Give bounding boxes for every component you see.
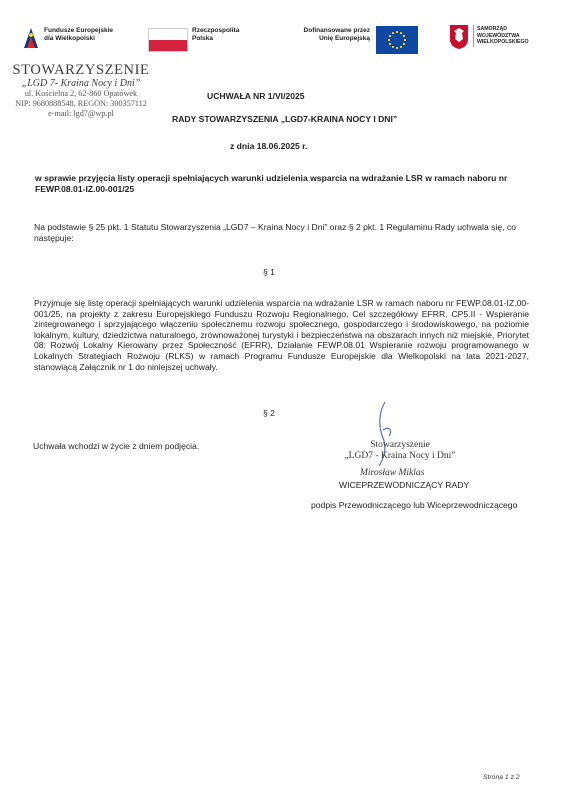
eu-funds-line2: dla Wielkopolski xyxy=(44,35,95,42)
eu-line1: Dofinansowane przez xyxy=(303,27,370,34)
eu-star xyxy=(389,43,391,45)
region-line3: WIELKOPOLSKIEGO xyxy=(477,39,529,45)
eu-star xyxy=(392,46,394,48)
eu-star xyxy=(396,47,398,49)
eu-star xyxy=(400,32,402,34)
signature-caption: podpis Przewodniczącego lub Wiceprzewodniczącego xyxy=(311,500,518,510)
resolution-number: UCHWAŁA NR 1/VI/2025 xyxy=(207,91,305,101)
stamp-line1: STOWARZYSZENIE xyxy=(12,62,150,78)
page-number: Strona 1 z 2 xyxy=(483,774,520,781)
association-stamp xyxy=(6,62,156,119)
resolution-subject: w sprawie przyjęcia listy operacji spełniających warunki udzielenia wsparcia na wdrażanie LSR w ramach naboru nr FEWP.08.01-IZ.00-001/25 xyxy=(35,173,508,194)
legal-basis: Na podstawie § 25 pkt. 1 Statutu Stowarzyszenia „LGD7 – Kraina Nocy i Dni” oraz § 2 pkt. 1 Regulaminu Rady uchwala się, co następuje: xyxy=(34,222,516,243)
eu-star xyxy=(389,35,391,37)
stamp-line5: e-mail: lgd7@wp.pl xyxy=(48,109,114,118)
section-1-mark: § 1 xyxy=(263,267,275,277)
eu-funds-line1: Fundusze Europejskie xyxy=(44,27,113,34)
region-line1: SAMORZĄD xyxy=(477,26,507,32)
eu-funds-logo xyxy=(22,26,132,56)
region-line2: WOJEWÓDZTWA xyxy=(477,32,520,39)
eu-star xyxy=(396,31,398,33)
eu-flag-icon xyxy=(376,26,418,54)
region-shield-icon xyxy=(449,24,469,50)
eu-star xyxy=(392,32,394,34)
signature-org-line1: Stowarzyszenie xyxy=(370,440,430,450)
region-logo xyxy=(449,24,549,54)
stamp-line3: ul. Kościelna 2, 62-860 Opatówek xyxy=(24,89,138,98)
eu-star xyxy=(403,35,405,37)
section-2-mark: § 2 xyxy=(263,408,275,418)
eu-star xyxy=(404,39,406,41)
poland-line2: Polska xyxy=(192,35,213,42)
resolution-body: RADY STOWARZYSZENIA „LGD7-KRAINA NOCY I DNI” xyxy=(172,114,398,124)
eu-line2: Unię Europejską xyxy=(319,35,370,42)
poland-logo xyxy=(148,26,248,56)
stamp-line4: NIP: 9680888548, REGON: 300357112 xyxy=(15,99,147,108)
signatory-role: WICEPRZEWODNICZĄCY RADY xyxy=(339,480,470,490)
eu-funds-emblem-icon xyxy=(22,26,40,50)
eu-star xyxy=(388,39,390,41)
eu-cofinance-logo xyxy=(290,26,418,56)
section-1-text: Przyjmuje się listę operacji spełniających warunki udzielenia wsparcia na wdrażanie LSR w ramach naboru nr FEWP.08.01-IZ.00-001/25, na projekty z zakresu Europejskiego Funduszu Rozwoju Regionalnego, Cel szczegółowy EFRR. CP5.II - Wspieranie zintegrowanego i sprzyjającego włączeniu społecznemu rozwoju społecznego, gospodarczego i środowiskowego, na poziomie lokalnym, kultury, dziedzictwa naturalnego, zrównoważonej turystyki i bezpieczeństwa na obszarach innych niż miejskie, Priorytet 08: Rozwój Lokalny Kierowany przez Społeczność (EFRR), Działanie FEWP.08.01 Wspieranie rozwoju programowanego w Lokalnych Strategiach Rozwoju (RLKS) w ramach Programu Fundusze Europejskie dla Wielkopolski na lata 2021-2027, stanowiącą Załącznik nr 1 do niniejszej uchwały. xyxy=(34,298,529,372)
resolution-date: z dnia 18.06.2025 r. xyxy=(230,141,308,151)
eu-star xyxy=(400,46,402,48)
signature-org-line2: „LGD7 - Kraina Nocy i Dni” xyxy=(344,451,456,461)
poland-line1: Rzeczpospolita xyxy=(192,27,240,34)
eu-star xyxy=(403,43,405,45)
section-2-text: Uchwała wchodzi w życie z dniem podjęcia. xyxy=(33,441,200,451)
stamp-line2: „LGD 7- Kraina Nocy i Dni” xyxy=(21,78,141,89)
signatory-name: Mirosław Miklas xyxy=(360,468,425,478)
poland-flag-icon xyxy=(148,28,188,52)
signature-stamp xyxy=(335,440,465,462)
